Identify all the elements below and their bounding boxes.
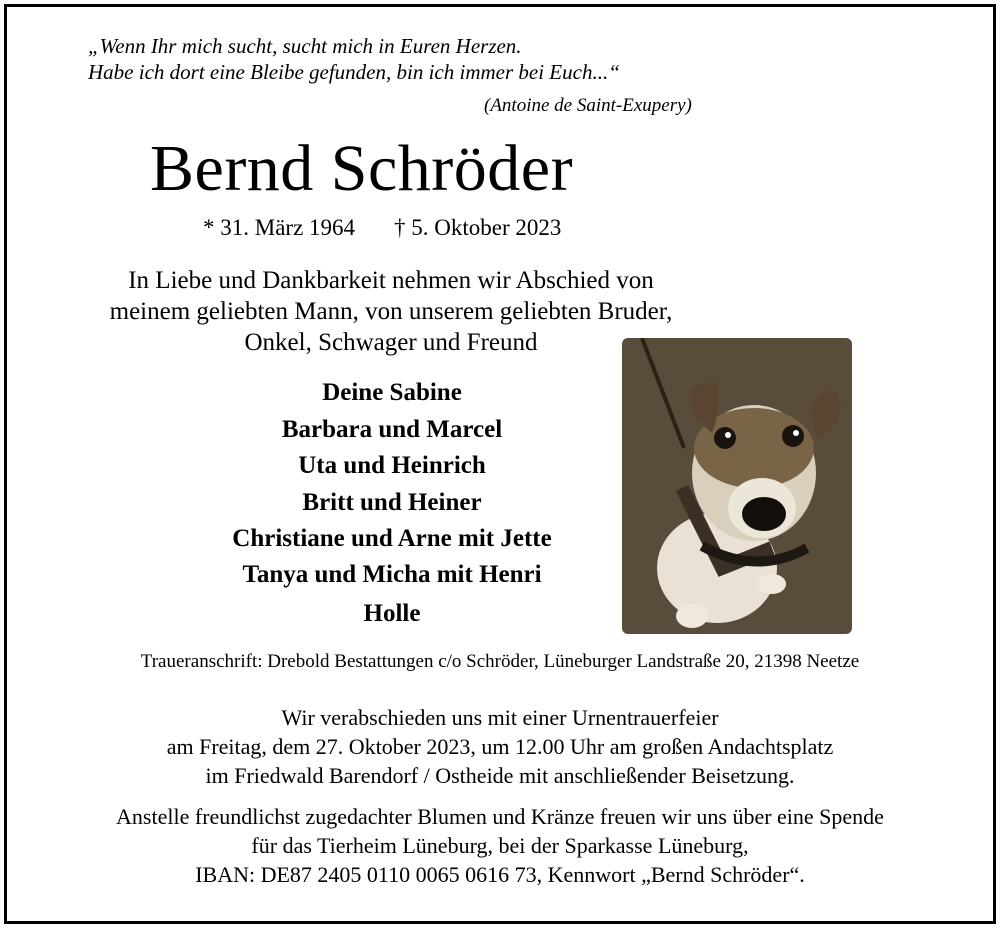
intro-line: meinem geliebten Mann, von unserem geliebten Bruder,	[109, 298, 673, 325]
family-member: Tanya und Micha mit Henri	[242, 561, 542, 588]
family-member: Barbara und Marcel	[281, 416, 503, 443]
family-member: Holle	[363, 600, 421, 627]
quote-line-1: „Wenn Ihr mich sucht, sucht mich in Euren Herzen.	[88, 34, 522, 58]
donation-line: für das Tierheim Lüneburg, bei der Sparkasse Lüneburg,	[251, 833, 749, 858]
death-date: † 5. Oktober 2023	[394, 215, 562, 240]
birth-date: * 31. März 1964	[203, 215, 356, 240]
family-member: Uta und Heinrich	[298, 452, 486, 479]
family-member: Deine Sabine	[322, 379, 462, 406]
donation-line: IBAN: DE87 2405 0110 0065 0616 73, Kennwort „Bernd Schröder“.	[195, 862, 805, 887]
dog-photo	[622, 338, 852, 634]
family-member: Britt und Heiner	[302, 489, 482, 516]
dog-illustration	[622, 338, 852, 634]
mourning-address: Traueranschrift: Drebold Bestattungen c/o Schröder, Lüneburger Landstraße 20, 21398 Neetze	[140, 651, 860, 672]
ceremony-line: am Freitag, dem 27. Oktober 2023, um 12.00 Uhr am großen Andachtsplatz	[166, 734, 834, 759]
ceremony-line: im Friedwald Barendorf / Ostheide mit anschließender Beisetzung.	[205, 763, 795, 788]
deceased-name: Bernd Schröder	[150, 132, 574, 205]
quote-line-2: Habe ich dort eine Bleibe gefunden, bin ich immer bei Euch...“	[88, 60, 620, 84]
intro-line: Onkel, Schwager und Freund	[244, 329, 538, 356]
family-member: Christiane und Arne mit Jette	[232, 525, 552, 552]
quote-author: (Antoine de Saint-Exupery)	[484, 95, 692, 116]
intro-line: In Liebe und Dankbarkeit nehmen wir Abschied von	[128, 267, 654, 294]
donation-line: Anstelle freundlichst zugedachter Blumen und Kränze freuen wir uns über eine Spende	[116, 804, 884, 829]
ceremony-line: Wir verabschieden uns mit einer Urnentrauerfeier	[281, 705, 719, 730]
